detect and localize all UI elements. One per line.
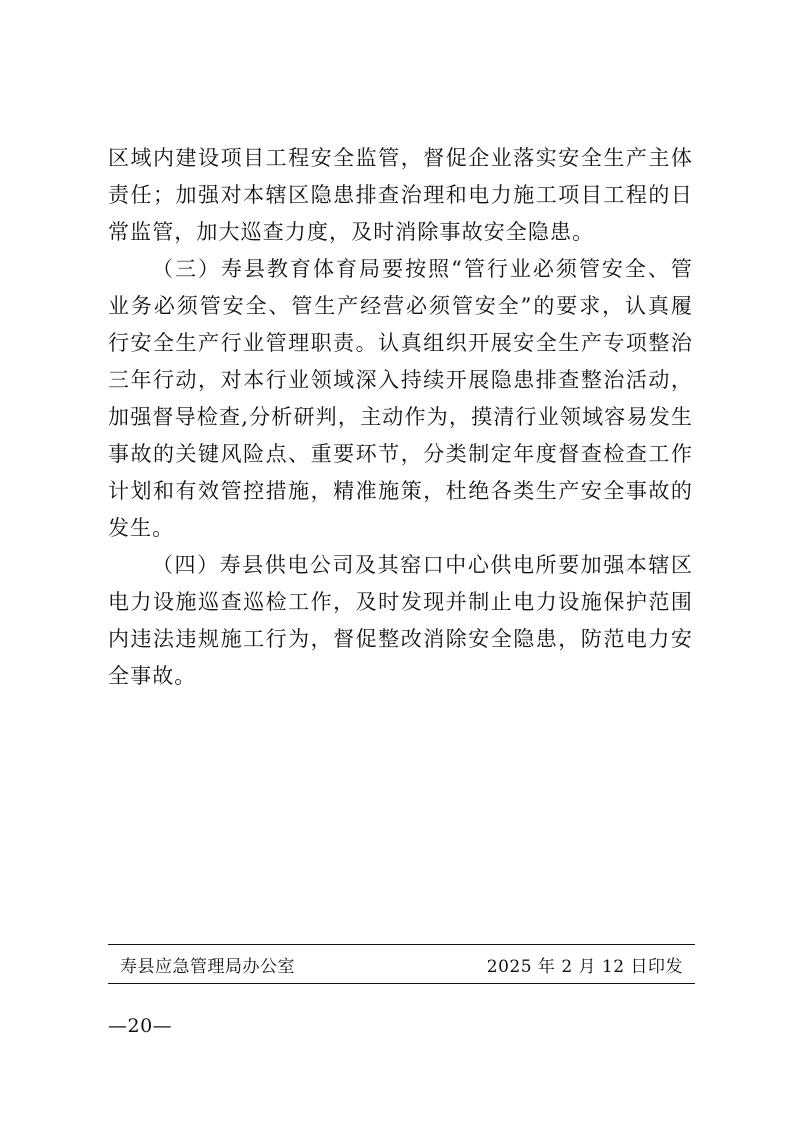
paragraph-section-four: （四）寿县供电公司及其窑口中心供电所要加强本辖区电力设施巡查巡检工作，及时发现并制止电力设施保护范围内违法违规施工行为，督促整改消除安全隐患，防范电力安全事故。 [108, 553, 693, 688]
document-body [108, 140, 693, 695]
page-number: —20— [108, 1015, 173, 1037]
issue-date: 2025 年 2 月 12 日印发 [486, 957, 683, 977]
paragraph-section-three: （三）寿县教育体育局要按照“管行业必须管安全、管业务必须管安全、管生产经营必须管安全”的要求，认真履行安全生产行业管理职责。认真组织开展安全生产专项整治三年行动，对本行业领域深入持续开展隐患排查整治活动，加强督导检查,分析研判，主动作为，摸清行业领域容易发生事故的关键风险点、重要环节，分类制定年度督查检查工作计划和有效管控措施，精准施策，杜绝各类生产安全事故的发生。 [108, 257, 693, 540]
paragraph-continuation: 区域内建设项目工程安全监管，督促企业落实安全生产主体责任；加强对本辖区隐患排查治理和电力施工项目工程的日常监管，加大巡查力度，及时消除事故安全隐患。 [108, 146, 693, 244]
footer-top-rule [108, 944, 695, 945]
footer-bottom-rule [108, 983, 695, 984]
issuer-name: 寿县应急管理局办公室 [120, 957, 295, 977]
issuance-footer [108, 954, 695, 980]
